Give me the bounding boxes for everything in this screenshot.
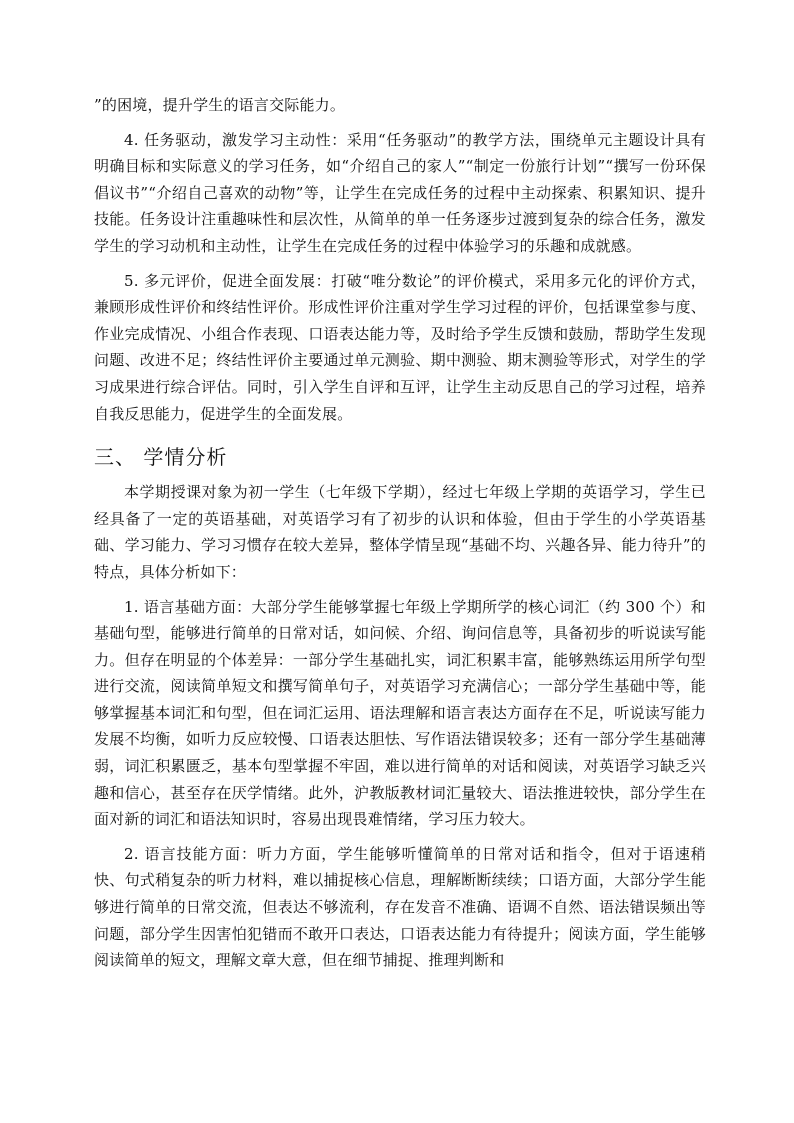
section-heading-wrap <box>94 443 706 471</box>
paragraph-language-skills: 2. 语言技能方面：听力方面，学生能够听懂简单的日常对话和指令，但对于语速稍快、句式稍复杂的听力材料，难以捕捉核心信息，理解断断续续；口语方面，大部分学生能够进行简单的日常交流，但表达不够流利，存在发音不准确、语调不自然、语法错误频出等问题，部分学生因害怕犯错而不敢开口表达，口语表达能力有待提升；阅读方面，学生能够阅读简单的短文，理解文章大意，但在细节捕捉、推理判断和 <box>94 844 706 970</box>
paragraph-gap <box>94 260 706 268</box>
paragraph-gap <box>94 833 706 841</box>
document-page <box>94 92 706 974</box>
paragraph-multi-evaluation: 5. 多元评价，促进全面发展：打破“唯分数论”的评价模式，采用多元化的评价方式，兼顾形成性评价和终结性评价。形成性评价注重对学生学习过程的评价，包括课堂参与度、作业完成情况、小组合作表现、口语表达能力等，及时给予学生反馈和鼓励，帮助学生发现问题、改进不足；终结性评价主要通过单元测验、期中测验、期末测验等形式，对学生的学习成果进行综合评估。同时，引入学生自评和互评，让学生主动反思自己的学习过程，培养自我反思能力，促进学生的全面发展。 <box>94 271 706 423</box>
paragraph-gap <box>94 119 706 127</box>
paragraph-continuation: ”的困境，提升学生的语言交际能力。 <box>94 96 346 114</box>
paragraph-intro: 本学期授课对象为初一学生（七年级下学期），经过七年级上学期的英语学习，学生已经具备了一定的英语基础，对英语学习有了初步的认识和体验，但由于学生的小学英语基础、学习能力、学习习惯存在较大差异，整体学情呈现“基础不均、兴趣各异、能力待升”的特点，具体分析如下： <box>94 483 706 581</box>
section-heading: 三、 学情分析 <box>94 445 228 470</box>
paragraph-gap <box>94 586 706 594</box>
paragraph-task-driven: 4. 任务驱动，激发学习主动性：采用“任务驱动”的教学方法，围绕单元主题设计具有明确目标和实际意义的学习任务，如“介绍自己的家人”“制定一份旅行计划”“撰写一份环保倡议书”“介绍自己喜欢的动物”等，让学生在完成任务的过程中主动探索、积累知识、提升技能。任务设计注重趣味性和层次性，从简单的单一任务逐步过渡到复杂的综合任务，激发学生的学习动机和主动性，让学生在完成任务的过程中体验学习的乐趣和成就感。 <box>94 130 706 255</box>
paragraph-language-basis: 1. 语言基础方面：大部分学生能够掌握七年级上学期所学的核心词汇（约 300 个）和基础句型，能够进行简单的日常对话，如问候、介绍、询问信息等，具备初步的听说读写能力。但存在明显的个体差异：一部分学生基础扎实，词汇积累丰富，能够熟练运用所学句型进行交流，阅读简单短文和撰写简单句子，对英语学习充满信心；一部分学生基础中等，能够掌握基本词汇和句型，但在词汇运用、语法理解和语言表达方面存在不足，听说读写能力发展不均衡，如听力反应较慢、口语表达胆怯、写作语法错误较多；还有一部分学生基础薄弱，词汇积累匮乏，基本句型掌握不牢固，难以进行简单的对话和阅读，对英语学习缺乏兴趣和信心，甚至存在厌学情绪。此外，沪教版教材词汇量较大、语法推进较快，部分学生在面对新的词汇和语法知识时，容易出现畏难情绪，学习压力较大。 <box>94 597 706 829</box>
